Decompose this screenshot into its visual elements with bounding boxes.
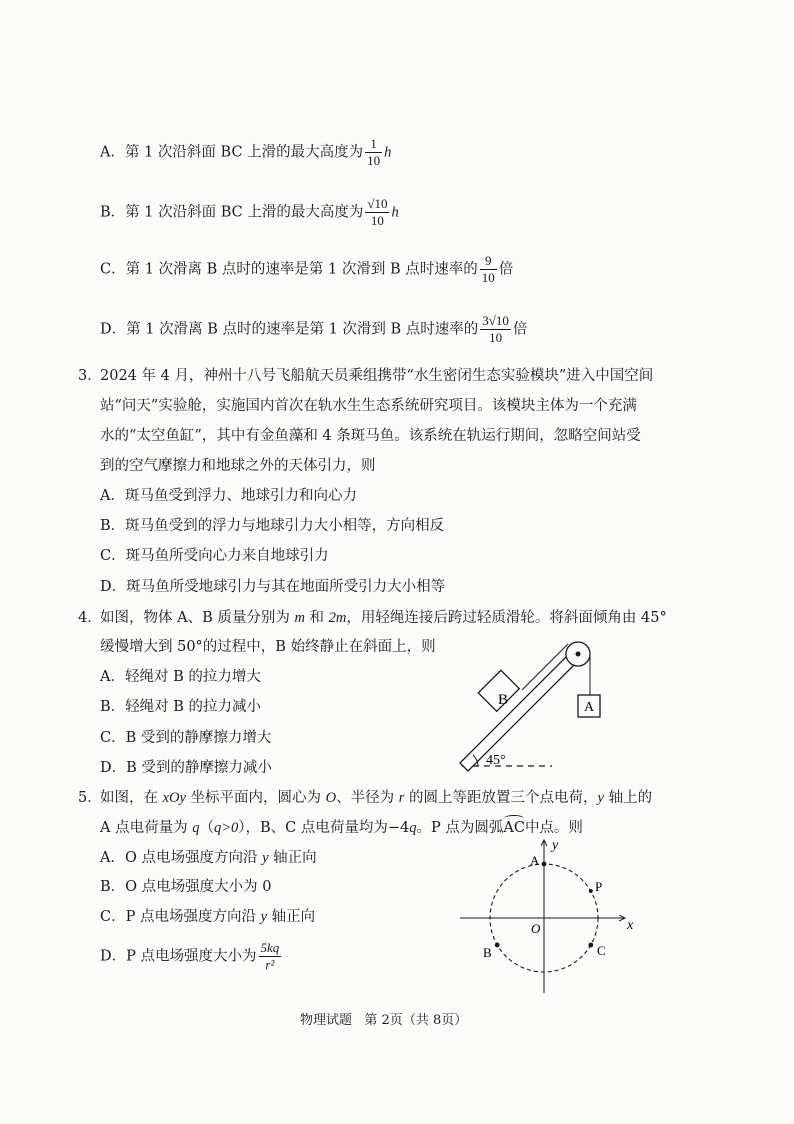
fraction: $\frac{5kq}{\text{r²}}$ bbox=[260, 940, 280, 972]
q5-option-c: C．P 点电场强度方向沿 y 轴正向 bbox=[100, 909, 316, 925]
question-3-line: 到的空气摩擦力和地球之外的天体引力，则 bbox=[100, 458, 376, 474]
angle-label: 45° bbox=[486, 753, 506, 768]
x-axis-label: x bbox=[627, 918, 634, 933]
block-a-label: A bbox=[583, 700, 595, 715]
question-3-line: 站“问天”实验舱，实施国内首次在轨水生生态系统研究项目。该模块主体为一个充满 bbox=[100, 398, 637, 414]
q2-option-c: C．第 1 次滑离 B 点时的速率是第 1 次滑到 B 点时速率的 $\frac{9}{10}$ 倍 bbox=[100, 253, 514, 285]
question-4-number: 4． bbox=[78, 610, 102, 626]
question-5-line: 如图，在 xOy 坐标平面内，圆心为 O、半径为 r 的圆上等距放置三个点电荷，y 轴上的 bbox=[100, 790, 653, 806]
question-5-number: 5． bbox=[78, 790, 102, 806]
circle-charges-figure bbox=[455, 835, 645, 995]
q2-option-b: B．第 1 次沿斜面 BC 上滑的最大高度为 $\frac{√10}{10}$ h bbox=[100, 196, 399, 228]
q3-option-d: D．斑马鱼所受地球引力与其在地面所受引力大小相等 bbox=[100, 579, 446, 595]
fraction: $\frac{3√10}{10}$ bbox=[482, 313, 509, 345]
incline-plank bbox=[460, 655, 576, 771]
question-3-line: 水的“太空鱼缸”，其中有金鱼藻和 4 条斑马鱼。该系统在轨运行期间，忽略空间站受 bbox=[100, 428, 641, 444]
label-p: P bbox=[595, 879, 603, 894]
page-footer: 物理试题 第 2页（共 8页） bbox=[300, 1013, 468, 1028]
q5-option-d: D．P 点电场强度大小为 $\frac{5kq}{\text{r²}}$ bbox=[100, 940, 280, 972]
question-3-number: 3． bbox=[78, 368, 102, 384]
label-b: B bbox=[483, 945, 492, 960]
incline-pulley-figure bbox=[450, 630, 620, 780]
question-3-line: 2024 年 4 月，神州十八号飞船航天员乘组携带“水生密闭生态实验模块”进入中国空间 bbox=[100, 368, 654, 384]
label-a: A bbox=[530, 853, 540, 868]
q2-option-d: D．第 1 次滑离 B 点时的速率是第 1 次滑到 B 点时速率的 $\frac{3√10}{10}$ 倍 bbox=[100, 313, 528, 345]
q3-option-c: C．斑马鱼所受向心力来自地球引力 bbox=[100, 548, 329, 564]
q4-option-c: C．B 受到的静摩擦力增大 bbox=[100, 730, 272, 746]
origin-label: O bbox=[531, 921, 541, 936]
label-c: C bbox=[597, 943, 606, 958]
fraction: $\frac{√10}{10}$ bbox=[367, 196, 388, 228]
q4-option-d: D．B 受到的静摩擦力减小 bbox=[100, 760, 272, 776]
q4-option-a: A．轻绳对 B 的拉力增大 bbox=[100, 669, 261, 685]
block-b-label: B bbox=[497, 692, 509, 708]
question-4-line: 如图，物体 A、B 质量分别为 m 和 2m，用轻绳连接后跨过轻质滑轮。将斜面倾角由 45° bbox=[100, 610, 667, 626]
arc-ac: AC bbox=[503, 820, 525, 836]
q4-option-b: B．轻绳对 B 的拉力减小 bbox=[100, 699, 262, 715]
fraction: $\frac{9}{10}$ bbox=[481, 253, 495, 285]
q5-option-b: B．O 点电场强度大小为 0 bbox=[100, 879, 272, 895]
charge-c bbox=[588, 943, 593, 948]
q3-option-b: B．斑马鱼受到的浮力与地球引力大小相等，方向相反 bbox=[100, 518, 445, 534]
point-p bbox=[589, 889, 593, 893]
charge-a bbox=[542, 862, 547, 867]
q2-option-a: A．第 1 次沿斜面 BC 上滑的最大高度为 $\frac{1}{10}$ h bbox=[100, 136, 392, 168]
question-4-line: 缓慢增大到 50°的过程中，B 始终静止在斜面上，则 bbox=[100, 639, 436, 655]
fraction: $\frac{1}{10}$ bbox=[367, 136, 381, 168]
q3-option-a: A．斑马鱼受到浮力、地球引力和向心力 bbox=[100, 488, 357, 504]
y-axis-label: y bbox=[552, 838, 559, 853]
charge-b bbox=[495, 943, 500, 948]
pulley-axle bbox=[576, 652, 581, 657]
q5-option-a: A．O 点电场强度方向沿 y 轴正向 bbox=[100, 850, 317, 866]
question-5-line: A 点电荷量为 q（q>0），B、C 点电荷量均为−4q。P 点为圆弧AC中点。则 bbox=[100, 820, 583, 836]
